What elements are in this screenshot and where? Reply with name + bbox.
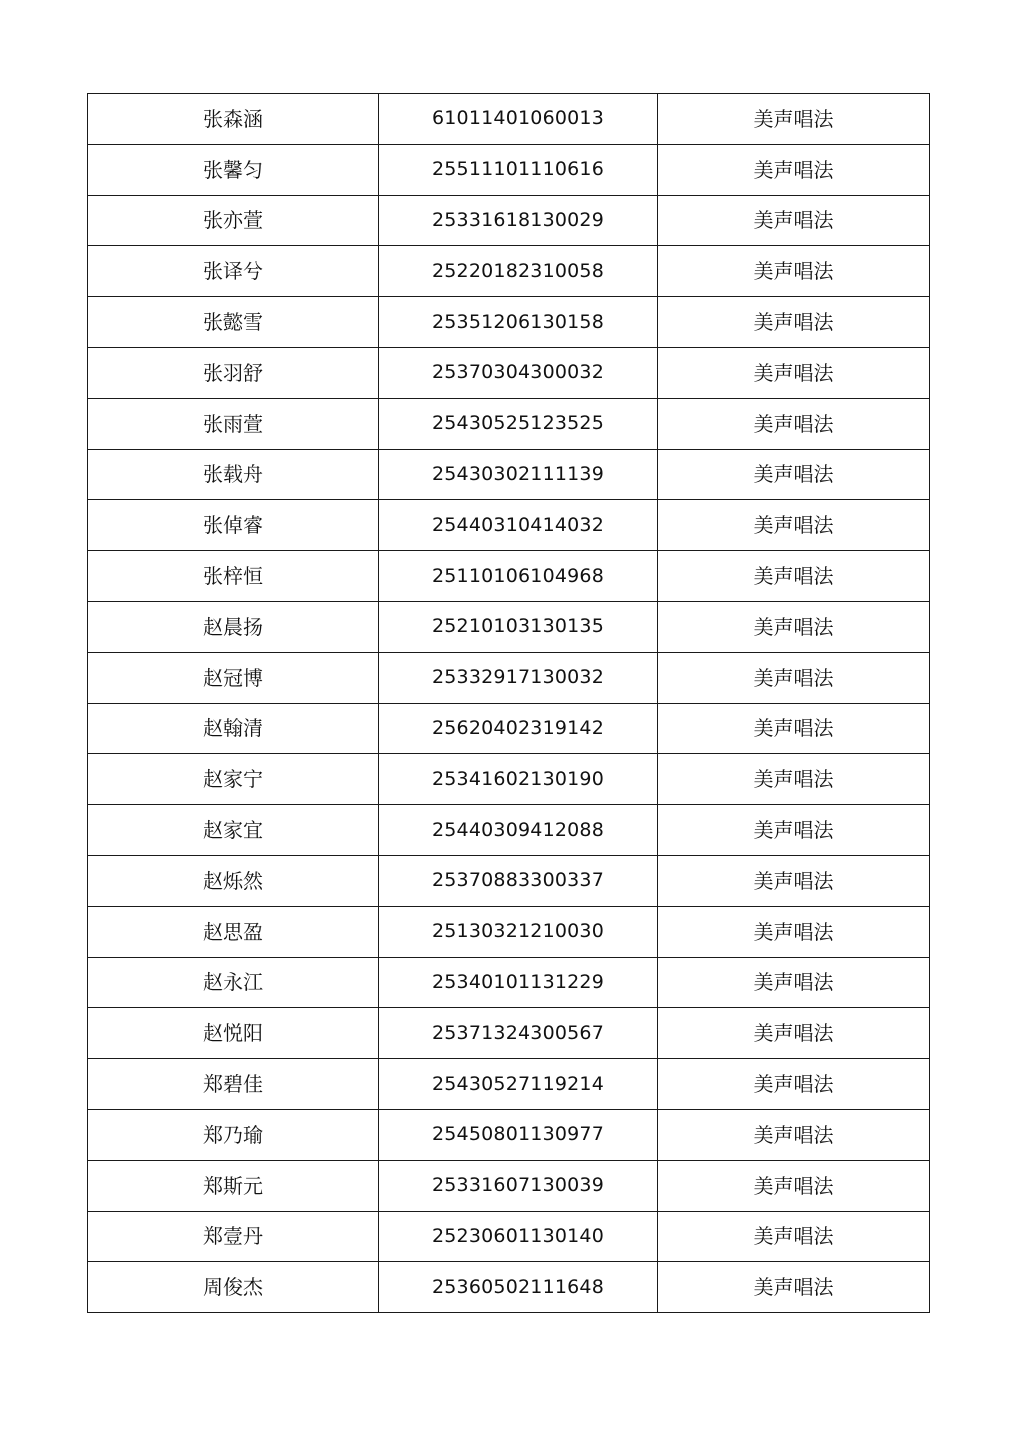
candidate-id-cell: 61011401060013 <box>379 94 658 145</box>
student-name-cell: 赵家宁 <box>88 754 379 805</box>
student-name-cell: 赵悦阳 <box>88 1008 379 1059</box>
table-row <box>88 1211 930 1262</box>
table-row <box>88 754 930 805</box>
student-name-cell: 郑乃瑜 <box>88 1109 379 1160</box>
candidate-id-cell: 25370883300337 <box>379 855 658 906</box>
major-cell: 美声唱法 <box>658 94 930 145</box>
student-name-cell: 张羽舒 <box>88 347 379 398</box>
candidate-id-cell: 25360502111648 <box>379 1262 658 1313</box>
table-row <box>88 1059 930 1110</box>
candidate-id-cell: 25620402319142 <box>379 703 658 754</box>
table-row <box>88 1160 930 1211</box>
candidate-id-cell: 25351206130158 <box>379 297 658 348</box>
table-row <box>88 500 930 551</box>
major-cell: 美声唱法 <box>658 652 930 703</box>
major-cell: 美声唱法 <box>658 246 930 297</box>
table-row <box>88 144 930 195</box>
candidate-id-cell: 25340101131229 <box>379 957 658 1008</box>
student-name-cell: 郑碧佳 <box>88 1059 379 1110</box>
student-name-cell: 张森涵 <box>88 94 379 145</box>
candidate-id-cell: 25230601130140 <box>379 1211 658 1262</box>
table-row <box>88 805 930 856</box>
major-cell: 美声唱法 <box>658 195 930 246</box>
student-name-cell: 赵思盈 <box>88 906 379 957</box>
table-row <box>88 347 930 398</box>
candidate-id-cell: 25430527119214 <box>379 1059 658 1110</box>
major-cell: 美声唱法 <box>658 855 930 906</box>
table-row <box>88 1109 930 1160</box>
candidate-id-cell: 25371324300567 <box>379 1008 658 1059</box>
student-name-cell: 张译兮 <box>88 246 379 297</box>
student-name-cell: 张雨萱 <box>88 398 379 449</box>
candidate-id-cell: 25332917130032 <box>379 652 658 703</box>
major-cell: 美声唱法 <box>658 449 930 500</box>
student-name-cell: 赵烁然 <box>88 855 379 906</box>
major-cell: 美声唱法 <box>658 957 930 1008</box>
candidate-id-cell: 25511101110616 <box>379 144 658 195</box>
table-row <box>88 601 930 652</box>
table-row <box>88 551 930 602</box>
student-name-cell: 张倬睿 <box>88 500 379 551</box>
student-name-cell: 张亦萱 <box>88 195 379 246</box>
candidate-id-cell: 25331618130029 <box>379 195 658 246</box>
student-name-cell: 赵冠博 <box>88 652 379 703</box>
candidate-id-cell: 25130321210030 <box>379 906 658 957</box>
candidate-id-cell: 25341602130190 <box>379 754 658 805</box>
major-cell: 美声唱法 <box>658 500 930 551</box>
major-cell: 美声唱法 <box>658 144 930 195</box>
roster-body <box>88 94 930 1313</box>
table-row <box>88 652 930 703</box>
student-name-cell: 郑壹丹 <box>88 1211 379 1262</box>
table-row <box>88 449 930 500</box>
table-row <box>88 246 930 297</box>
candidate-id-cell: 25430302111139 <box>379 449 658 500</box>
major-cell: 美声唱法 <box>658 1211 930 1262</box>
major-cell: 美声唱法 <box>658 906 930 957</box>
major-cell: 美声唱法 <box>658 347 930 398</box>
table-row <box>88 398 930 449</box>
table-row <box>88 94 930 145</box>
student-name-cell: 张梓恒 <box>88 551 379 602</box>
major-cell: 美声唱法 <box>658 551 930 602</box>
table-row <box>88 1008 930 1059</box>
student-name-cell: 赵晨扬 <box>88 601 379 652</box>
major-cell: 美声唱法 <box>658 805 930 856</box>
major-cell: 美声唱法 <box>658 601 930 652</box>
candidate-id-cell: 25450801130977 <box>379 1109 658 1160</box>
roster-table <box>87 93 930 1313</box>
student-name-cell: 周俊杰 <box>88 1262 379 1313</box>
candidate-id-cell: 25331607130039 <box>379 1160 658 1211</box>
table-row <box>88 703 930 754</box>
major-cell: 美声唱法 <box>658 398 930 449</box>
candidate-id-cell: 25110106104968 <box>379 551 658 602</box>
major-cell: 美声唱法 <box>658 1008 930 1059</box>
major-cell: 美声唱法 <box>658 1262 930 1313</box>
student-name-cell: 张载舟 <box>88 449 379 500</box>
table-row <box>88 297 930 348</box>
student-name-cell: 赵永江 <box>88 957 379 1008</box>
major-cell: 美声唱法 <box>658 1109 930 1160</box>
student-name-cell: 郑斯元 <box>88 1160 379 1211</box>
candidate-id-cell: 25440310414032 <box>379 500 658 551</box>
student-name-cell: 张馨匀 <box>88 144 379 195</box>
candidate-id-cell: 25210103130135 <box>379 601 658 652</box>
table-row <box>88 1262 930 1313</box>
candidate-id-cell: 25430525123525 <box>379 398 658 449</box>
table-row <box>88 906 930 957</box>
major-cell: 美声唱法 <box>658 297 930 348</box>
major-cell: 美声唱法 <box>658 754 930 805</box>
candidate-id-cell: 25220182310058 <box>379 246 658 297</box>
student-name-cell: 张懿雪 <box>88 297 379 348</box>
major-cell: 美声唱法 <box>658 703 930 754</box>
candidate-id-cell: 25440309412088 <box>379 805 658 856</box>
table-row <box>88 855 930 906</box>
table-row <box>88 195 930 246</box>
major-cell: 美声唱法 <box>658 1160 930 1211</box>
candidate-id-cell: 25370304300032 <box>379 347 658 398</box>
student-name-cell: 赵翰清 <box>88 703 379 754</box>
roster-sheet <box>87 93 929 1313</box>
table-row <box>88 957 930 1008</box>
major-cell: 美声唱法 <box>658 1059 930 1110</box>
student-name-cell: 赵家宜 <box>88 805 379 856</box>
